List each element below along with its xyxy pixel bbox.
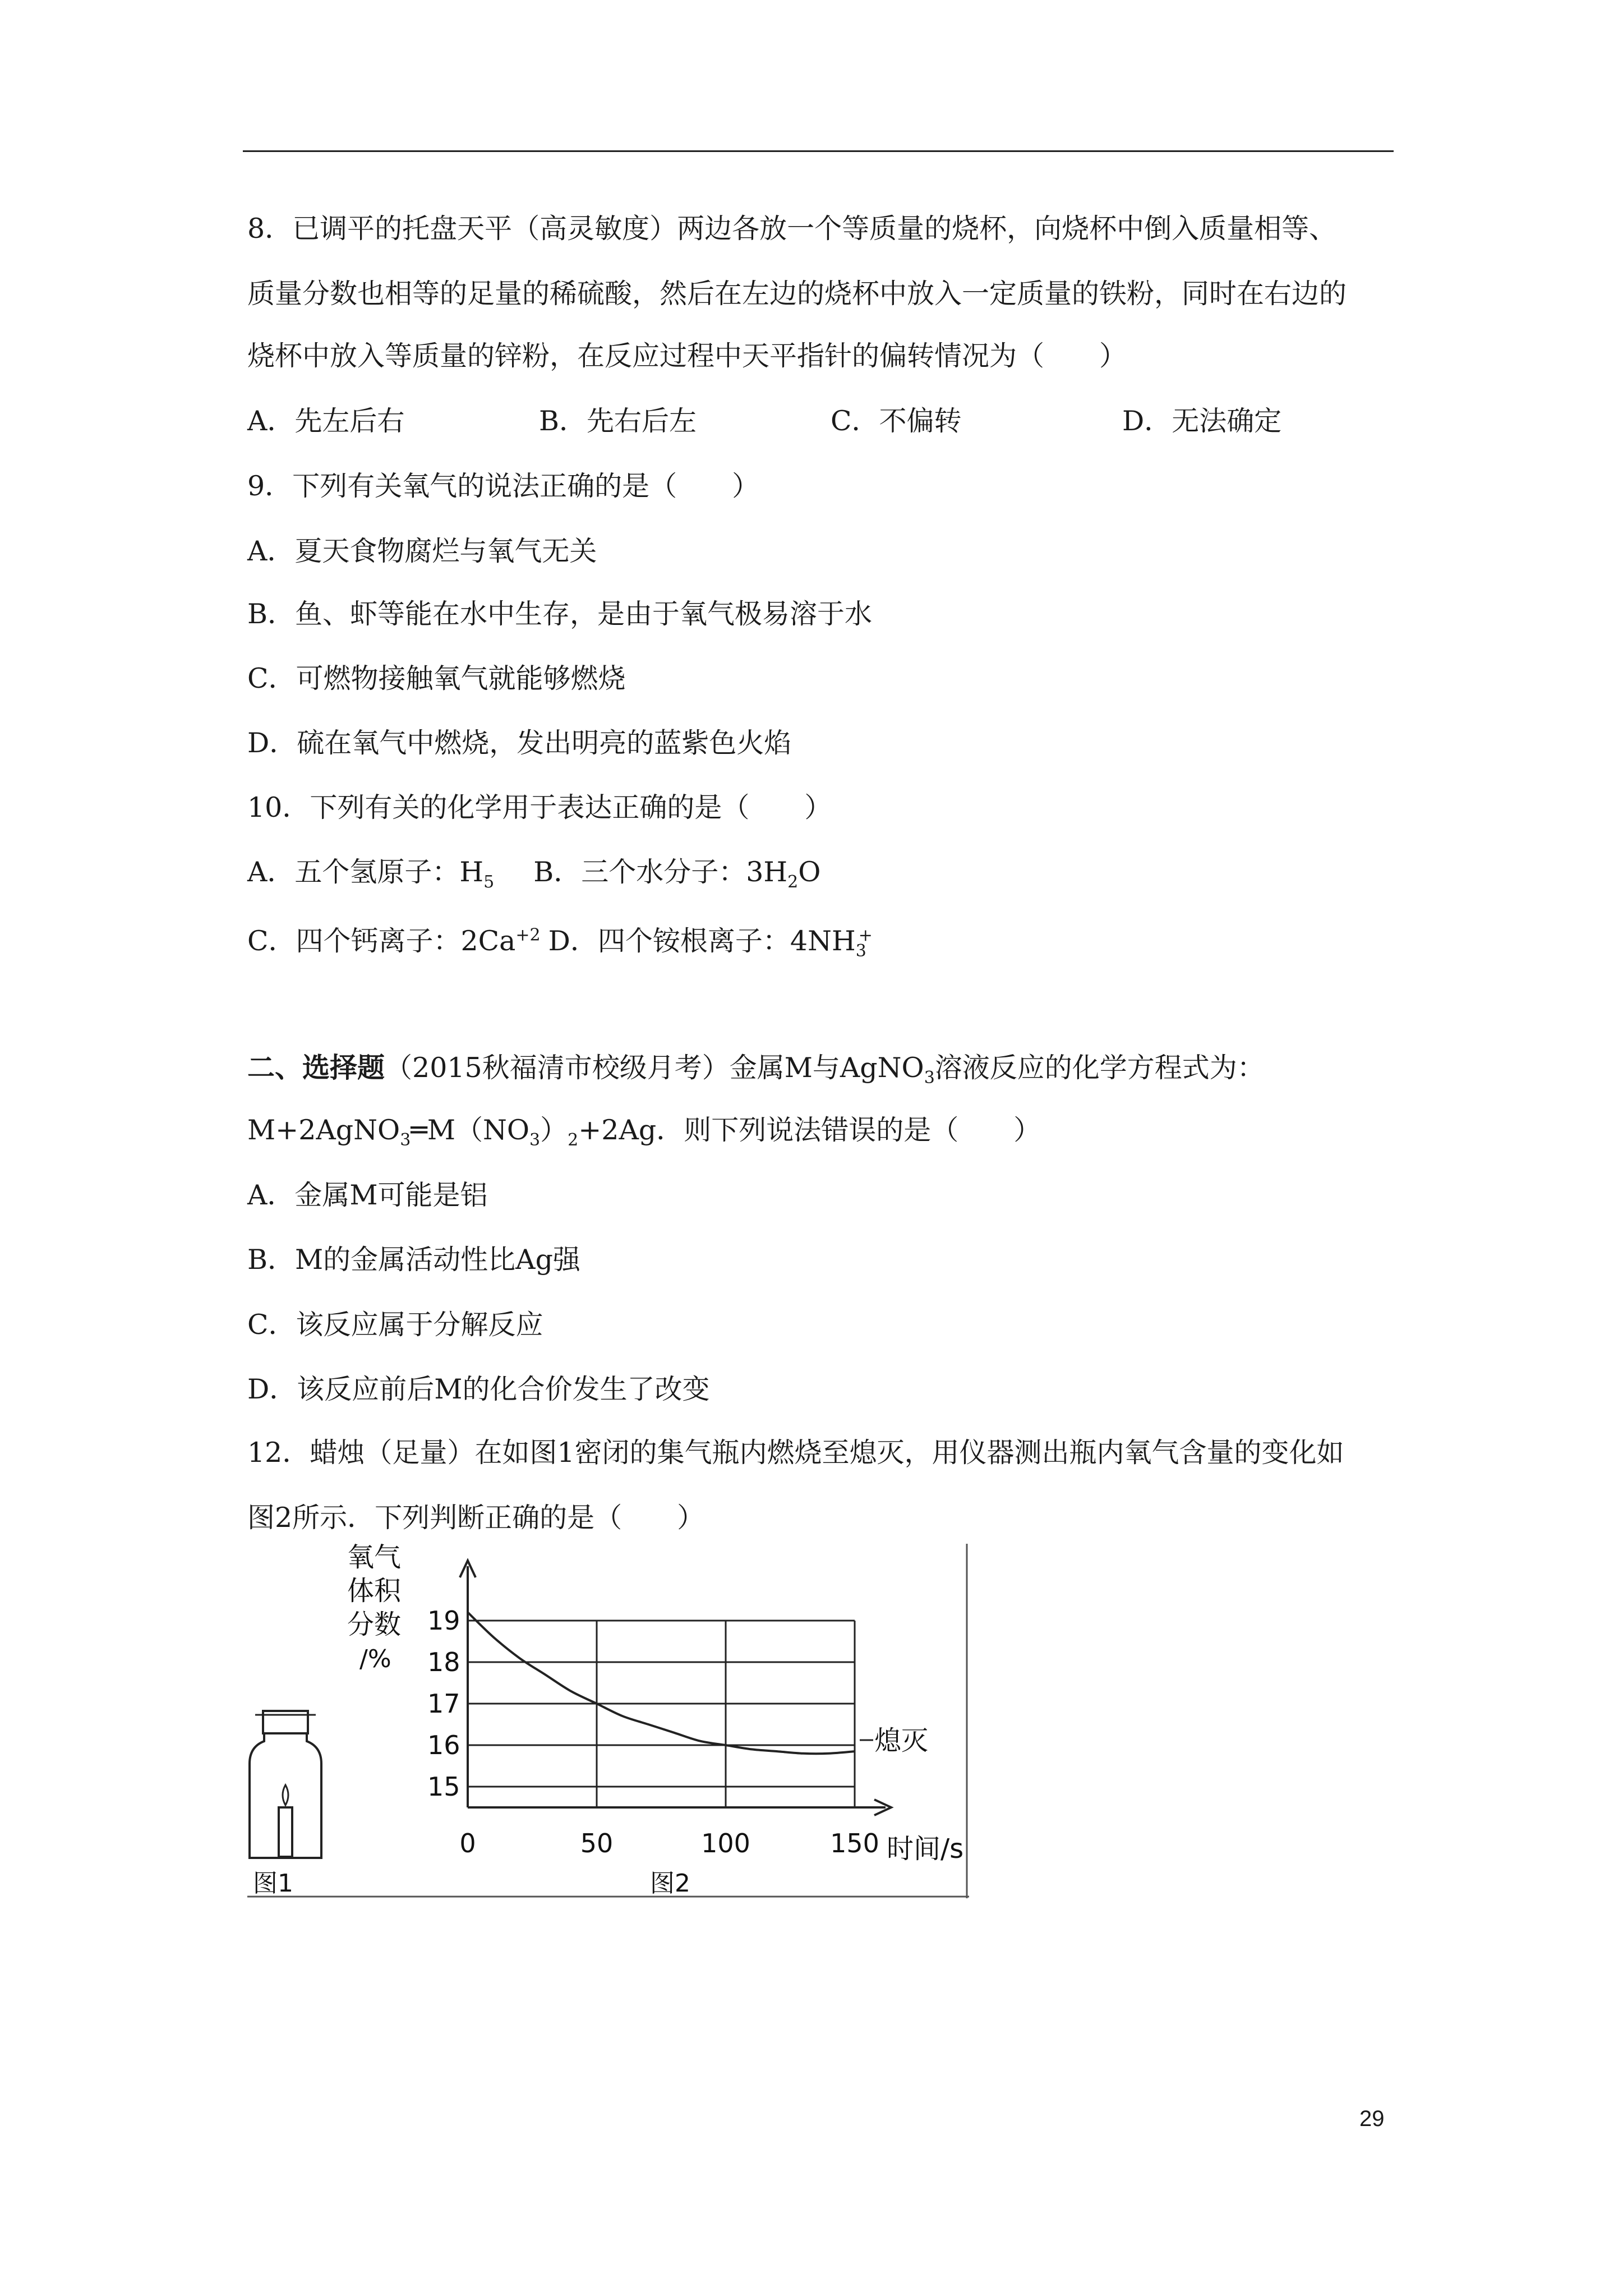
page-number: 29 <box>1359 2106 1385 2131</box>
q9-option-a: A．夏天食物腐烂与氧气无关 <box>247 535 597 567</box>
q8-option-a: A．先左后右 <box>247 405 405 437</box>
y-tick-label: 19 <box>427 1605 460 1636</box>
x-axis-label: 时间/s <box>887 1833 964 1865</box>
fig2-label: 图2 <box>650 1869 690 1898</box>
q9-option-d: D．硫在氧气中燃烧，发出明亮的蓝紫色火焰 <box>247 727 792 759</box>
y-tick-label: 16 <box>427 1730 460 1760</box>
svg-text:分数: 分数 <box>347 1609 402 1640</box>
svg-text:体积: 体积 <box>347 1575 402 1607</box>
y-tick-label: 18 <box>427 1647 460 1677</box>
q10-option-c: C．四个钙离子：$2Ca^{+2}$ <box>247 925 541 958</box>
q8-line3: 烧杯中放入等质量的锌粉，在反应过程中天平指针的偏转情况为（ ） <box>247 340 1127 372</box>
bottle-body <box>250 1733 321 1858</box>
svg-text:氧气: 氧气 <box>347 1544 402 1573</box>
q11-option-d: D．该反应前后M的化合价发生了改变 <box>247 1373 710 1405</box>
chart-grid <box>468 1621 855 1807</box>
y-axis-label <box>347 1544 402 1673</box>
header-rule <box>243 150 1394 152</box>
chart-axes <box>460 1561 891 1815</box>
q9-option-b: B．鱼、虾等能在水中生存，是由于氧气极易溶于水 <box>247 598 873 630</box>
y-tick-label: 17 <box>427 1688 460 1719</box>
extinguish-annotation <box>860 1725 928 1756</box>
q10-stem: 10．下列有关的化学用于表达正确的是（ ） <box>247 792 832 823</box>
q8-option-d: D．无法确定 <box>1122 405 1282 437</box>
candle <box>279 1807 292 1857</box>
fig1-label: 图1 <box>253 1869 293 1898</box>
x-tick-label: 50 <box>580 1828 614 1858</box>
q10-row1 <box>247 853 820 902</box>
figure <box>247 1544 969 1898</box>
q11-option-b: B．M的金属活动性比Ag强 <box>247 1244 580 1276</box>
q10-option-a: A．五个氢原子：$H_5$ <box>247 856 495 892</box>
q10-option-d: D．四个铵根离子：$4NH_3^+$ <box>548 925 873 961</box>
section-heading: 二、选择题 <box>247 1051 385 1084</box>
q10-option-b: B．三个水分子：$3H_2O$ <box>533 856 821 892</box>
q9-stem: 9．下列有关氧气的说法正确的是（ ） <box>247 470 760 502</box>
svg-text:/%: /% <box>359 1645 391 1673</box>
q11-line2: $M+2AgNO_3═M(NO_3)_2+2Ag$．则下列说法错误的是（ ） <box>247 1114 1041 1150</box>
flame-icon <box>283 1785 288 1805</box>
x-tick-label: 150 <box>830 1828 879 1858</box>
chart-ticks <box>427 1605 879 1858</box>
x-tick-label: 100 <box>701 1828 750 1858</box>
x-tick-label: 0 <box>459 1828 476 1858</box>
q8-line1: 8．已调平的托盘天平（高灵敏度）两边各放一个等质量的烧杯，向烧杯中倒入质量相等、 <box>247 213 1337 245</box>
q11-option-c: C．该反应属于分解反应 <box>247 1309 543 1341</box>
q9-option-c: C．可燃物接触氧气就能够燃烧 <box>247 662 626 694</box>
q11-option-a: A．金属M可能是铝 <box>247 1179 488 1211</box>
bottle-illustration <box>250 1711 321 1858</box>
q8-option-b: B．先右后左 <box>539 405 697 437</box>
q11-line1: 二、选择题（2015秋福清市校级月考）金属M与AgNO$_3$溶液反应的化学方程式为： <box>247 1051 1265 1088</box>
q8-line2: 质量分数也相等的足量的稀硫酸，然后在左边的烧杯中放入一定质量的铁粉，同时在右边的 <box>247 278 1347 310</box>
oxygen-curve <box>468 1612 855 1754</box>
q12-line2: 图2所示．下列判断正确的是（ ） <box>247 1502 705 1534</box>
oxygen-figure-svg <box>247 1544 969 1898</box>
q8-options <box>247 402 1414 441</box>
q10-row2 <box>247 916 873 971</box>
q12-line1: 12．蜡烛（足量）在如图1密闭的集气瓶内燃烧至熄灭，用仪器测出瓶内氧气含量的变化如 <box>247 1437 1344 1469</box>
y-tick-label: 15 <box>427 1772 460 1802</box>
q8-option-c: C．不偏转 <box>831 405 962 437</box>
annotation-label: 熄灭 <box>874 1725 929 1756</box>
